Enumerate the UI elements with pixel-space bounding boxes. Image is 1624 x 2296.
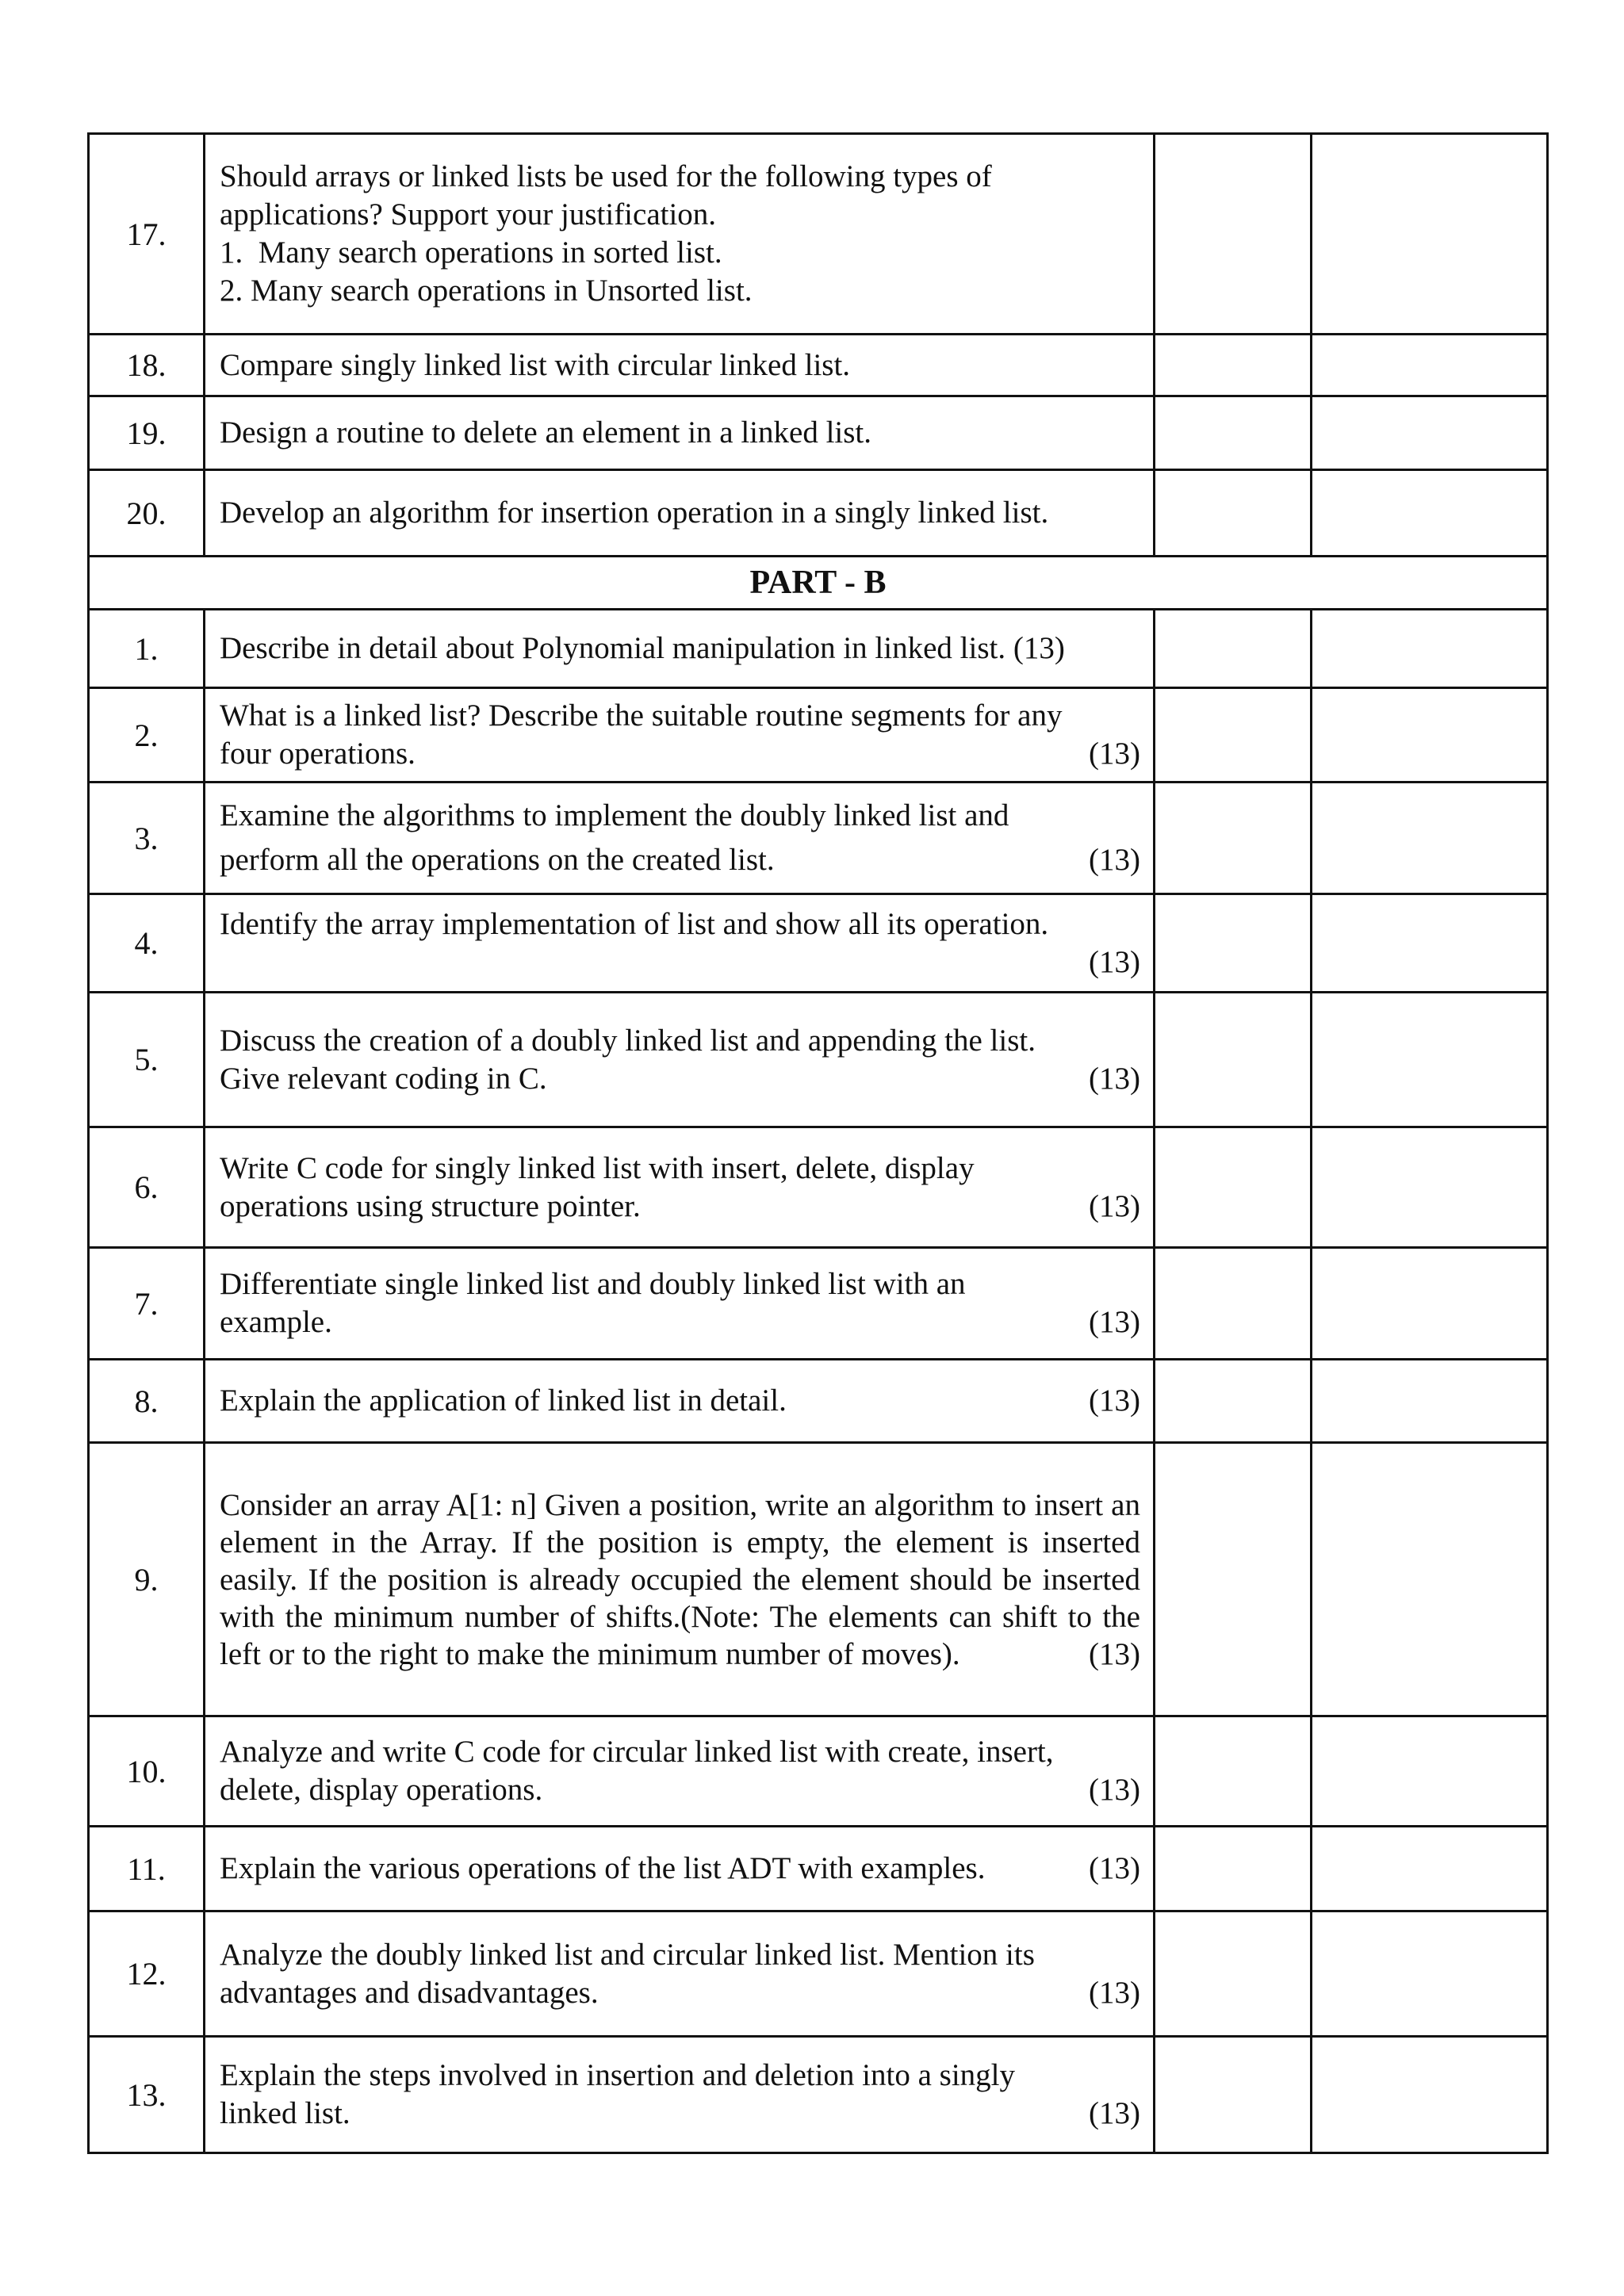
question-line [220,1850,1140,1888]
question-line: applications? Support your justification. [220,197,717,232]
blank-cell [1155,1248,1312,1360]
blank-cell [1155,993,1312,1127]
question-text [205,1360,1155,1443]
question-line: Examine the algorithms to implement the doubly linked list and [220,798,1009,832]
question-line-text: Give relevant coding in C. [220,1061,547,1096]
question-line [220,1771,1140,1809]
table-row [89,783,1548,894]
question-text [205,1443,1155,1716]
section-row [89,557,1548,610]
blank-cell [1312,1248,1548,1360]
marks-label: (13) [1089,843,1140,877]
question-text [205,1827,1155,1911]
blank-cell [1155,134,1312,335]
question-subitem: 1. Many search operations in sorted list. [220,235,722,270]
blank-cell [1312,1127,1548,1248]
question-line-text: advantages and disadvantages. [220,1975,599,2010]
question-line: Write C code for singly linked list with insert, delete, display [220,1150,975,1185]
question-line-text: delete, display operations. [220,1773,543,1807]
question-line: Discuss the creation of a doubly linked list and appending the list. [220,1023,1036,1058]
blank-cell [1155,335,1312,396]
marks-label: (13) [1089,2096,1140,2130]
blank-cell [1155,1911,1312,2037]
blank-cell [1155,610,1312,688]
question-line: Explain the steps involved in insertion and deletion into a singly [220,2058,1016,2092]
question-line [220,841,1140,879]
question-line: Differentiate single linked list and doubly linked list with an [220,1267,966,1301]
question-line-text: perform all the operations on the created list. [220,843,775,877]
question-number: 17. [89,134,205,335]
question-number: 1. [89,610,205,688]
blank-cell [1312,1827,1548,1911]
question-number: 8. [89,1360,205,1443]
marks-label: (13) [1089,1773,1140,1807]
question-text [205,894,1155,993]
question-line: Analyze and write C code for circular linked list with create, insert, [220,1735,1054,1769]
marks-label: (13) [1089,1061,1140,1096]
question-text [205,1911,1155,2037]
question-line [220,2095,1140,2133]
question-line [220,1382,1140,1420]
question-line: Describe in detail about Polynomial manipulation in linked list. (13) [220,631,1065,665]
question-text [205,1716,1155,1827]
question-number: 13. [89,2037,205,2153]
question-text [205,610,1155,688]
blank-cell [1312,470,1548,557]
question-text [205,783,1155,894]
question-line [220,735,1140,773]
table-row [89,1716,1548,1827]
question-line: Analyze the doubly linked list and circular linked list. Mention its [220,1937,1035,1972]
question-text [205,688,1155,783]
blank-cell [1312,2037,1548,2153]
blank-cell [1155,1827,1312,1911]
blank-cell [1155,396,1312,470]
table-row [89,688,1548,783]
table-row [89,894,1548,993]
table-row [89,2037,1548,2153]
blank-cell [1312,1716,1548,1827]
table-row [89,1443,1548,1716]
blank-cell [1312,134,1548,335]
blank-cell [1155,1360,1312,1443]
table-row [89,1827,1548,1911]
blank-cell [1312,610,1548,688]
question-number: 4. [89,894,205,993]
blank-cell [1155,1716,1312,1827]
blank-cell [1312,1360,1548,1443]
question-text [205,2037,1155,2153]
question-number: 6. [89,1127,205,1248]
blank-cell [1312,396,1548,470]
question-number: 2. [89,688,205,783]
question-number: 10. [89,1716,205,1827]
table-row [89,470,1548,557]
blank-cell [1155,1127,1312,1248]
question-number: 5. [89,993,205,1127]
question-text [205,134,1155,335]
blank-cell [1155,2037,1312,2153]
question-line-text: linked list. [220,2096,350,2130]
table-row [89,1127,1548,1248]
blank-cell [1155,688,1312,783]
marks-label: (13) [1089,1851,1140,1885]
question-number: 9. [89,1443,205,1716]
blank-cell [1312,1443,1548,1716]
question-text: Compare singly linked list with circular linked list. [205,335,1155,396]
question-text [205,1127,1155,1248]
question-line: What is a linked list? Describe the suitable routine segments for any [220,698,1063,733]
blank-cell [1155,894,1312,993]
blank-cell [1312,335,1548,396]
blank-cell [1312,993,1548,1127]
question-table [87,132,1549,2154]
question-line-text: Explain the various operations of the list ADT with examples. [220,1851,986,1885]
blank-cell [1312,894,1548,993]
question-number: 20. [89,470,205,557]
blank-cell [1312,783,1548,894]
question-text [205,993,1155,1127]
question-paragraph: Consider an array A[1: n] Given a position, write an algorithm to insert an element in the Array. If the position is empty, the element is inserted easily. If the position is already occupied the element should be inserted with the minimum number of shifts.(Note: The elements can shift to the left or to the right to make the minimum number of moves). [220,1487,1140,1671]
question-line [220,1974,1140,2012]
question-line [220,1303,1140,1341]
question-text: Design a routine to delete an element in a linked list. [205,396,1155,470]
question-number: 19. [89,396,205,470]
question-number: 12. [89,1911,205,2037]
table-row [89,1911,1548,2037]
blank-cell [1312,688,1548,783]
question-number: 3. [89,783,205,894]
marks-label: (13) [1089,737,1140,771]
blank-cell [1312,1911,1548,2037]
question-line [220,1188,1140,1226]
question-line: Should arrays or linked lists be used for the following types of [220,159,992,193]
question-number: 7. [89,1248,205,1360]
section-heading: PART - B [89,557,1548,610]
question-line-text: operations using structure pointer. [220,1188,641,1223]
marks-label: (13) [1089,1305,1140,1339]
marks-label: (13) [1089,1383,1140,1418]
marks-label: (13) [1089,1636,1140,1671]
table-row [89,134,1548,335]
question-text [205,1248,1155,1360]
question-line: Identify the array implementation of list and show all its operation. [220,906,1049,941]
question-line-text: four operations. [220,737,416,771]
marks-label: (13) [1089,944,1140,979]
question-line-text: example. [220,1305,332,1339]
blank-cell [1155,470,1312,557]
blank-cell [1155,783,1312,894]
question-text: Develop an algorithm for insertion operation in a singly linked list. [205,470,1155,557]
question-number: 11. [89,1827,205,1911]
table-row [89,1248,1548,1360]
marks-label: (13) [1089,1188,1140,1223]
table-row [89,1360,1548,1443]
question-subitem: 2. Many search operations in Unsorted list. [220,274,753,308]
question-number: 18. [89,335,205,396]
question-line-text: Explain the application of linked list in detail. [220,1383,787,1418]
table-row [89,993,1548,1127]
table-row [89,396,1548,470]
marks-label: (13) [1089,1975,1140,2010]
blank-cell [1155,1443,1312,1716]
question-line [220,1060,1140,1098]
table-row [89,335,1548,396]
table-row [89,610,1548,688]
